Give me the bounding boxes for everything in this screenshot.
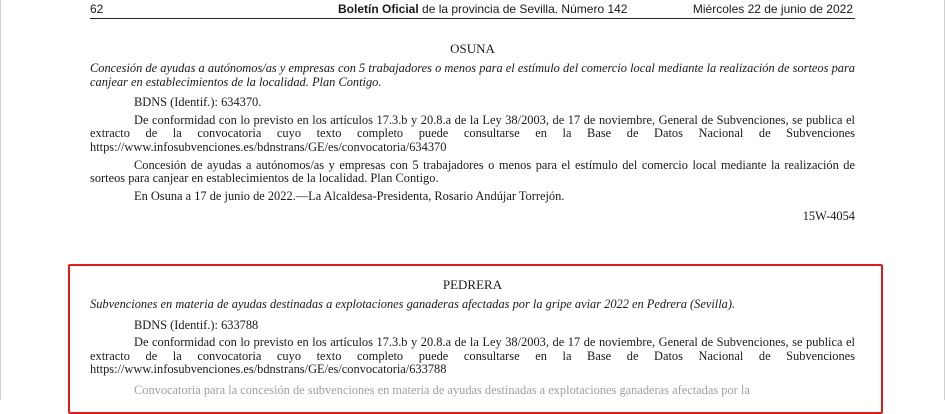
pedrera-notice [90, 278, 855, 398]
pedrera-body-2-partial: Convocatoria para la concesión de subvenciones en materia de ayudas destinadas a explotaciones ganaderas afectadas por la [134, 382, 750, 397]
journal-title-rest: de la provincia de Sevilla. Número 142 [418, 2, 628, 16]
osuna-bdns: BDNS (Identif.): 634370. [134, 95, 262, 110]
pedrera-subject: Subvenciones en materia de ayudas destinadas a explotaciones ganaderas afectadas por la gripe aviar 2022 en Pedrera (Sevilla). [90, 297, 736, 311]
osuna-body-1: De conformidad con lo previsto en los artículos 17.3.b y 20.8.a de la Ley 38/2003, de 17 de noviembre, General de Subvenciones, se publica el extracto de la convocatoria cuyo texto completo puede consultarse en la Base de Datos Nacional de Subvenciones https://www.infosubvenciones.es/bdnstrans/GE/es/convocatoria/634370 [90, 112, 855, 154]
running-header [90, 0, 855, 19]
osuna-notice [90, 42, 855, 224]
pedrera-bdns: BDNS (Identif.): 633788 [134, 317, 259, 332]
pedrera-body-1: De conformidad con lo previsto en los artículos 17.3.b y 20.8.a de la Ley 38/2003, de 17 de noviembre, General de Subvenciones, se publica el extracto de la convocatoria cuyo texto completo puede consultarse en la Base de Datos Nacional de Subvenciones https://www.infosubvenciones.es/bdnstrans/GE/es/convocatoria/633788 [90, 335, 855, 377]
journal-title-bold: Boletín Oficial [338, 2, 419, 16]
journal-title [338, 2, 627, 16]
page-edge-left [0, 0, 1, 400]
page-number: 62 [90, 2, 104, 16]
osuna-body-2: Concesión de ayudas a autónomos/as y empresas con 5 trabajadores o menos para el estímulo del comercio local mediante la realización de sorteos para canjear en establecimientos de la localidad. Plan Contigo. [90, 157, 855, 186]
osuna-title: OSUNA [450, 41, 495, 56]
pedrera-title: PEDRERA [442, 277, 503, 292]
osuna-signature: En Osuna a 17 de junio de 2022.—La Alcaldesa-Presidenta, Rosario Andújar Torrejón. [134, 188, 565, 203]
issue-date: Miércoles 22 de junio de 2022 [692, 2, 853, 16]
osuna-subject: Concesión de ayudas a autónomos/as y empresas con 5 trabajadores o menos para el estímulo del comercio local mediante la realización de sorteos para canjear en establecimientos de la localidad. Plan Contigo. [90, 61, 855, 89]
osuna-reference: 15W-4054 [802, 209, 855, 224]
